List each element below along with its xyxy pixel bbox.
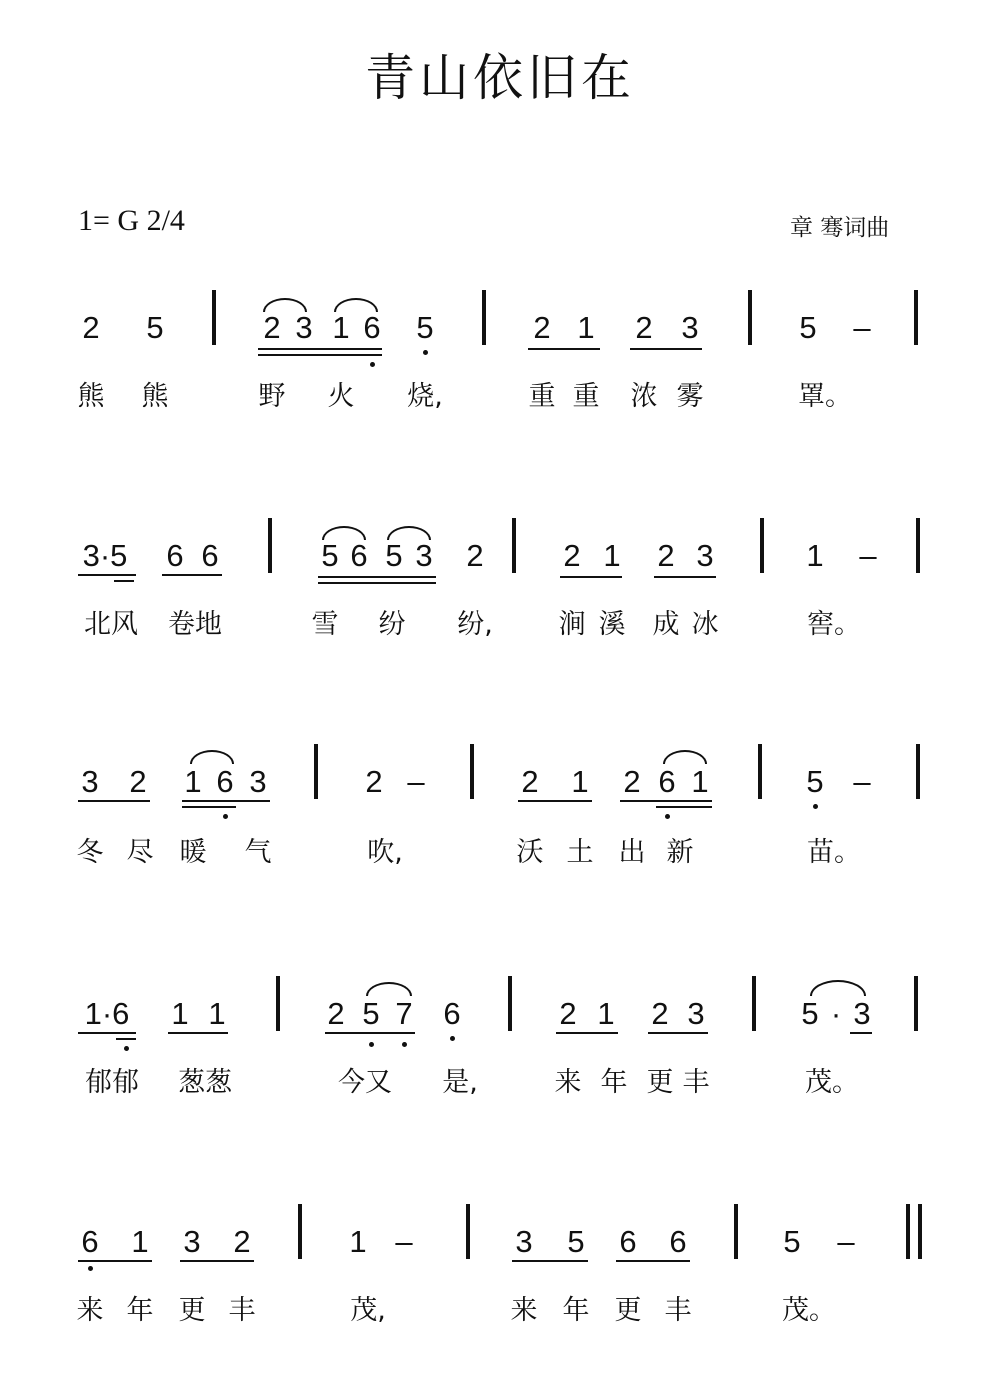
- beam: [528, 348, 600, 350]
- note: 2: [233, 1224, 251, 1259]
- note: 3: [687, 996, 705, 1031]
- note: 3: [295, 310, 313, 345]
- note: 2: [82, 310, 100, 345]
- octave-dot: [369, 1042, 374, 1047]
- note: 3: [415, 538, 433, 573]
- note: 1: [691, 764, 709, 799]
- note: 5: [321, 538, 339, 573]
- lyric: 烧,: [407, 381, 443, 412]
- barline: [268, 518, 272, 573]
- note: 3: [81, 764, 99, 799]
- note: 3·5: [82, 538, 128, 573]
- note: 5: [146, 310, 164, 345]
- octave-dot: [124, 1046, 129, 1051]
- lyric: 溪: [598, 609, 626, 640]
- beam: [556, 1032, 618, 1034]
- lyric: 尽: [126, 837, 154, 868]
- barline: [314, 744, 318, 799]
- beam: [318, 582, 436, 584]
- lyric: 茂。: [805, 1067, 859, 1098]
- lyric: 茂。: [782, 1295, 836, 1326]
- note: 5: [416, 310, 434, 345]
- dash: –: [859, 538, 877, 573]
- lyric: 葱葱: [178, 1067, 232, 1098]
- lyric: 土: [566, 837, 594, 868]
- beam: [116, 1038, 136, 1040]
- dot: ·: [830, 996, 842, 1031]
- note: 6: [669, 1224, 687, 1259]
- barline: [276, 976, 280, 1031]
- score-system-5: [0, 1204, 1000, 1354]
- tie-arc: [366, 982, 412, 996]
- note: 5: [362, 996, 380, 1031]
- tie-arc: [663, 750, 707, 764]
- score-system-4: [0, 976, 1000, 1126]
- score-system-2: [0, 518, 1000, 668]
- lyric: 纷: [378, 609, 406, 640]
- lyric: 郁郁: [85, 1067, 139, 1098]
- beam: [258, 348, 382, 350]
- octave-dot: [665, 814, 670, 819]
- barline: [760, 518, 764, 573]
- note: 2: [466, 538, 484, 573]
- final-barline: [906, 1204, 910, 1259]
- beam: [512, 1260, 588, 1262]
- octave-dot: [370, 362, 375, 367]
- barline: [512, 518, 516, 573]
- lyric: 沃: [516, 837, 544, 868]
- lyric: 年: [562, 1295, 590, 1326]
- tie-arc: [387, 526, 431, 540]
- beam: [182, 806, 236, 808]
- lyric: 是,: [442, 1067, 478, 1098]
- lyric: 成: [652, 609, 680, 640]
- note: 3: [249, 764, 267, 799]
- note: 1: [171, 996, 189, 1031]
- note: 2: [559, 996, 577, 1031]
- note: 5: [385, 538, 403, 573]
- barline: [212, 290, 216, 345]
- lyric: 重: [528, 381, 556, 412]
- note: 5: [567, 1224, 585, 1259]
- lyric: 苗。: [807, 837, 861, 868]
- note: 3: [853, 996, 871, 1031]
- octave-dot: [450, 1036, 455, 1041]
- note: 5: [806, 764, 824, 799]
- beam: [325, 1032, 415, 1034]
- barline: [916, 744, 920, 799]
- lyric: 更: [614, 1295, 642, 1326]
- beam: [620, 800, 712, 802]
- beam: [560, 576, 622, 578]
- dash: –: [837, 1224, 855, 1259]
- lyric: 重: [572, 381, 600, 412]
- beam: [114, 580, 134, 582]
- note: 1: [571, 764, 589, 799]
- beam: [518, 800, 592, 802]
- lyric: 来: [510, 1295, 538, 1326]
- score-system-3: [0, 744, 1000, 894]
- note: 1: [184, 764, 202, 799]
- note: 5: [783, 1224, 801, 1259]
- lyric: 野: [258, 381, 286, 412]
- lyric: 来: [554, 1067, 582, 1098]
- key-signature: 1= G 2/4: [78, 204, 185, 237]
- barline: [914, 290, 918, 345]
- lyric: 丰: [664, 1295, 692, 1326]
- tie-arc: [322, 526, 366, 540]
- barline: [748, 290, 752, 345]
- note: 7: [395, 996, 413, 1031]
- tie-arc: [190, 750, 234, 764]
- note: 5: [801, 996, 819, 1031]
- lyric: 暖: [179, 837, 207, 868]
- tie-arc: [334, 298, 378, 312]
- note: 3: [515, 1224, 533, 1259]
- octave-dot: [88, 1266, 93, 1271]
- note: 3: [681, 310, 699, 345]
- barline: [298, 1204, 302, 1259]
- lyric: 纷,: [457, 609, 493, 640]
- note: 6: [81, 1224, 99, 1259]
- lyric: 今又: [338, 1067, 392, 1098]
- note: 6: [166, 538, 184, 573]
- note: 1: [349, 1224, 367, 1259]
- note: 5: [799, 310, 817, 345]
- octave-dot: [423, 350, 428, 355]
- beam: [78, 800, 150, 802]
- lyric: 冬: [76, 837, 104, 868]
- beam: [630, 348, 702, 350]
- score-system-1: [0, 290, 1000, 440]
- barline: [470, 744, 474, 799]
- note: 1: [208, 996, 226, 1031]
- barline: [914, 976, 918, 1031]
- lyric: 卷地: [168, 609, 222, 640]
- note: 1·6: [84, 996, 130, 1031]
- beam: [78, 1260, 152, 1262]
- note: 1: [577, 310, 595, 345]
- lyric: 雪: [311, 609, 339, 640]
- lyric: 年: [126, 1295, 154, 1326]
- dash: –: [853, 764, 871, 799]
- note: 2: [263, 310, 281, 345]
- note: 2: [623, 764, 641, 799]
- beam: [656, 806, 712, 808]
- lyric: 丰: [682, 1067, 710, 1098]
- lyric: 出: [618, 837, 646, 868]
- lyric: 熊: [77, 381, 105, 412]
- tie-arc: [263, 298, 307, 312]
- note: 2: [533, 310, 551, 345]
- dash: –: [395, 1224, 413, 1259]
- lyric: 来: [76, 1295, 104, 1326]
- barline: [758, 744, 762, 799]
- lyric: 窖。: [807, 609, 861, 640]
- note: 2: [563, 538, 581, 573]
- barline: [916, 518, 920, 573]
- beam: [648, 1032, 708, 1034]
- note: 1: [597, 996, 615, 1031]
- note: 2: [129, 764, 147, 799]
- note: 6: [350, 538, 368, 573]
- barline: [734, 1204, 738, 1259]
- note: 3: [183, 1224, 201, 1259]
- beam: [78, 1032, 136, 1034]
- note: 2: [365, 764, 383, 799]
- lyric: 北风: [84, 609, 138, 640]
- note: 1: [131, 1224, 149, 1259]
- barline: [482, 290, 486, 345]
- barline: [466, 1204, 470, 1259]
- lyric: 丰: [228, 1295, 256, 1326]
- lyric: 雾: [676, 381, 704, 412]
- beam: [162, 574, 222, 576]
- lyric: 更: [646, 1067, 674, 1098]
- note: 6: [619, 1224, 637, 1259]
- note: 2: [521, 764, 539, 799]
- note: 2: [635, 310, 653, 345]
- dash: –: [407, 764, 425, 799]
- lyric: 罩。: [798, 381, 852, 412]
- note: 6: [216, 764, 234, 799]
- song-title: 青山依旧在: [365, 49, 635, 107]
- beam: [78, 574, 136, 576]
- lyric: 火: [327, 381, 355, 412]
- note: 2: [327, 996, 345, 1031]
- note: 6: [363, 310, 381, 345]
- lyric: 气: [244, 837, 272, 868]
- beam: [182, 800, 270, 802]
- beam: [616, 1260, 690, 1262]
- lyric: 浓: [630, 381, 658, 412]
- beam: [850, 1032, 872, 1034]
- lyric: 吹,: [367, 837, 403, 868]
- tie-arc: [810, 980, 866, 996]
- lyric: 新: [666, 837, 694, 868]
- lyric: 更: [178, 1295, 206, 1326]
- note: 1: [332, 310, 350, 345]
- octave-dot: [223, 814, 228, 819]
- beam: [654, 576, 716, 578]
- beam: [318, 576, 436, 578]
- barline: [752, 976, 756, 1031]
- lyric: 熊: [141, 381, 169, 412]
- note: 6: [443, 996, 461, 1031]
- final-barline: [918, 1204, 922, 1259]
- barline: [508, 976, 512, 1031]
- composer-credit: 章 骞词曲: [790, 215, 890, 241]
- lyric: 茂,: [350, 1295, 386, 1326]
- dash: –: [853, 310, 871, 345]
- beam: [258, 354, 382, 356]
- beam: [168, 1032, 228, 1034]
- beam: [180, 1260, 254, 1262]
- note: 2: [657, 538, 675, 573]
- lyric: 冰: [691, 609, 719, 640]
- note: 2: [651, 996, 669, 1031]
- octave-dot: [402, 1042, 407, 1047]
- note: 1: [603, 538, 621, 573]
- lyric: 涧: [558, 609, 586, 640]
- note: 6: [658, 764, 676, 799]
- octave-dot: [813, 804, 818, 809]
- lyric: 年: [600, 1067, 628, 1098]
- note: 6: [201, 538, 219, 573]
- note: 1: [806, 538, 824, 573]
- note: 3: [696, 538, 714, 573]
